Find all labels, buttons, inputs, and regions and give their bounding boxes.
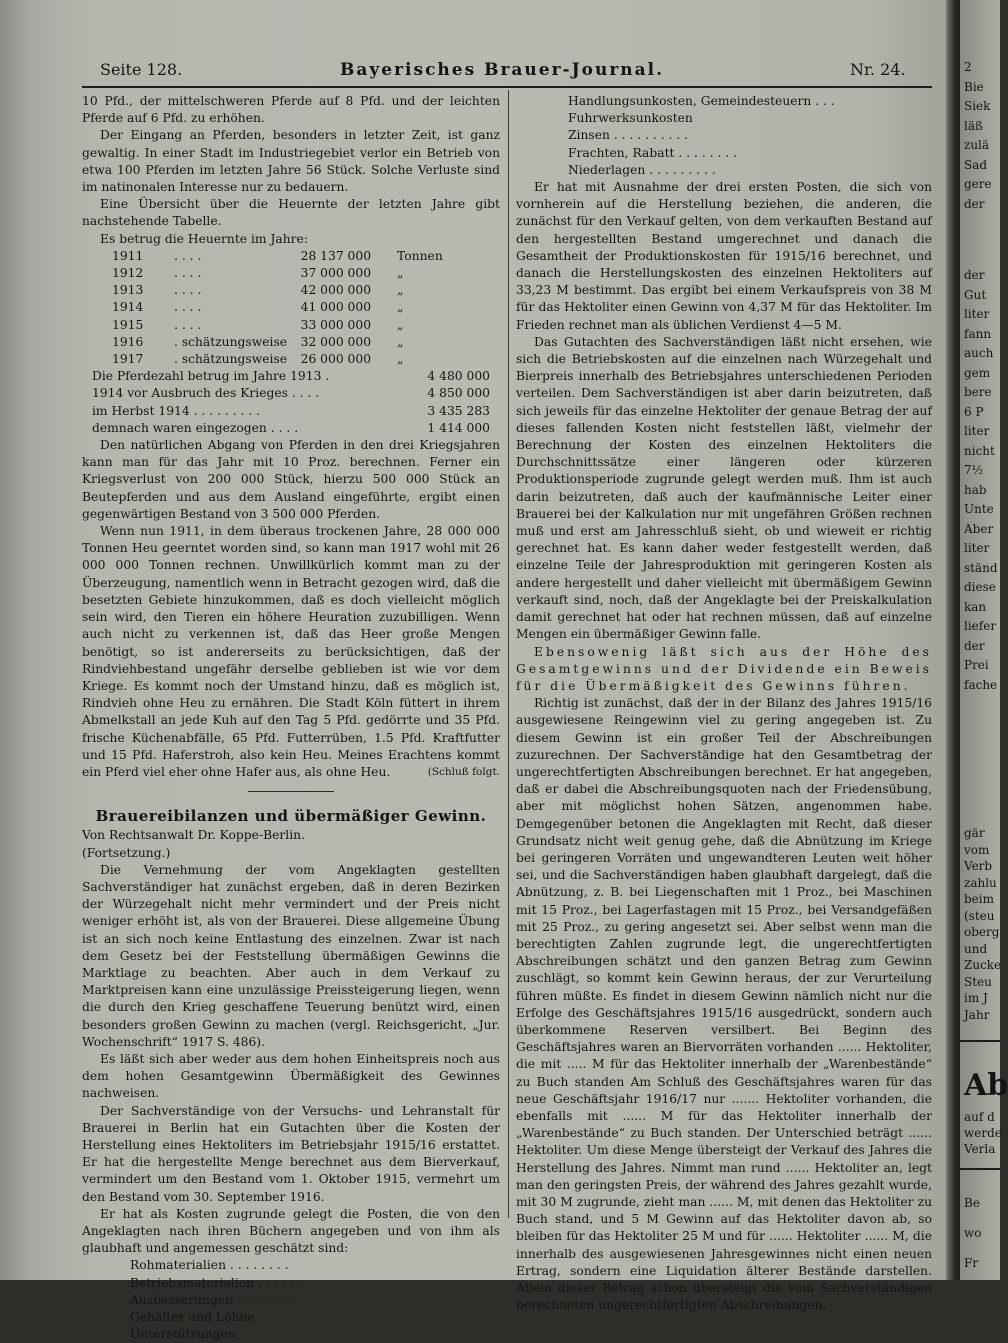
strip-text-fragment: 7½ — [964, 463, 984, 477]
strip-text-fragment: liter — [964, 424, 990, 438]
strip-text-fragment: vom — [964, 842, 990, 857]
strip-text-fragment: fache — [964, 677, 998, 692]
strip-text-fragment: liefer — [964, 619, 997, 633]
paragraph: Das Gutachten des Sachverständigen läßt nicht ersehen, wie sich die Betriebskosten auf die einzelnen nach Würzegehalt und Bierpreis innerhalb des Betriebsjahres unterschiedenen Perioden verteilen. Dem Sachverständigen ist aber darin beizutreten, daß sich jeweils für das einzelne Hektoliter der genaue Betrag der auf dieses fallenden Kosten nicht feststellen läßt, vielmehr der Berechnung der Kosten des einzelnen Hektoliters die Durchschnittssätze einer längeren oder kürzeren Produktionsperiode zugrunde gelegt werden muß. Ihm ist auch darin beizutreten, daß auch der kaufmännische Leiter einer Brauerei bei der Kalkulation nur mit ungefähren Größen rechnen muß und erst am Jahresschluß sieht, ob und wieweit er richtig gerechnet hat. Es kann daher weder festgestellt werden, daß einzelne Teile der Jahresproduktion mit geringeren Kosten als andere hergestellt und daher vielleicht mit übermäßigem Gewinn verkauft sind, noch, daß der Angeklagte bei der Preiskalkulation damit gerechnet hat oder hat rechnen müssen, daß auf einzelne Mengen ein übermäßiger Gewinn falle. — [516, 334, 932, 642]
article-author: Von Rechtsanwalt Dr. Koppe-Berlin. — [82, 828, 305, 843]
cost-items-list-continued — [568, 93, 835, 179]
cost-items-list — [130, 1257, 380, 1343]
paragraph: 10 Pfd., der mittelschweren Pferde auf 8 Pfd. und der leichten Pferde auf 6 Pfd. zu erhöhen. — [82, 94, 500, 126]
table-row: 1913 . . . . 42 000 000 „ — [112, 283, 404, 298]
list-item: Handlungsunkosten, Gemeindesteuern . . . — [568, 94, 835, 108]
list-item: Fuhrwerksunkosten — [568, 111, 693, 126]
table-row: 1912 . . . . 37 000 000 „ — [112, 266, 404, 281]
horse-count-table — [92, 368, 490, 437]
strip-text-fragment: Siek — [964, 99, 991, 113]
strip-text-fragment: oberg — [964, 925, 1000, 939]
strip-text-fragment: nicht — [964, 443, 995, 458]
strip-text-fragment: gere — [964, 177, 992, 191]
table-row: 1916 . schätzungsweise 32 000 000 „ — [112, 334, 404, 349]
page-number: Seite 128. — [100, 60, 183, 79]
strip-text-fragment: 6 P — [964, 404, 984, 419]
strip-text-fragment: zahlu — [964, 875, 997, 890]
strip-text-fragment: Verb — [964, 859, 993, 873]
strip-text-fragment: der — [964, 196, 985, 211]
strip-text-fragment: Bie — [964, 79, 984, 94]
ad-border — [960, 1168, 1000, 1170]
paragraph: Wenn nun 1911, in dem überaus trockenen Jahre, 28 000 000 Tonnen Heu geerntet worden sind, so kann man 1917 wohl mit 26 000 000 Tonnen rechnen. Unwillkürlich kommt man zu der Überzeugung, namentlich wenn in Betracht gezogen wird, daß die besetzten Gebiete hinzukommen, daß es doch vielleicht möglich sein wird, den Tieren ein höhere Heuration zuzubilligen. Wenn auch nicht zu verkennen ist, daß das Heer große Mengen benötigt, so ist andererseits zu berücksichtigen, daß der Rindviehbestand ungefähr derselbe geblieben ist wie vor dem Kriege. Es kommt noch der Umstand hinzu, daß es möglich ist, Rindvieh ohne Heu zu ernähren. Die Stadt Köln füttert in ihrem Abmelkstall an jede Kuh auf den Tag 5 Pfd. gedörrte und 35 Pfd. frische Küchenabfälle, 65 Pfd. Futterrüben, 1.5 Pfd. Kraftfutter und 15 Pfd. Haferstroh, also kein Heu. Meines Erachtens kommt ein Pferd viel eher ohne Hafer aus, als ohne Heu. (Schluß folgt. — [82, 523, 500, 781]
ad-heading-fragment: Ab — [964, 1068, 1008, 1103]
strip-text-fragment: wo — [964, 1226, 982, 1240]
strip-text-fragment: Aber — [964, 521, 994, 536]
strip-text-fragment: Zucke — [964, 958, 1002, 972]
list-item: Niederlagen . . . . . . . . . — [568, 162, 716, 177]
list-item: Zinsen . . . . . . . . . . — [568, 128, 689, 143]
table-row: demnach waren eingezogen . . . . 1 414 000 — [92, 420, 490, 435]
table-row: 1915 . . . . 33 000 000 „ — [112, 317, 404, 332]
strip-text-fragment: gem — [964, 365, 991, 380]
paragraph: Ebensowenig läßt sich aus der Höhe des Gesamtgewinns und der Dividende ein Beweis für die Übermäßigkeit des Gewinns führen. — [516, 644, 932, 693]
strip-text-fragment: Verla — [964, 1142, 996, 1156]
strip-text-fragment: hab — [964, 482, 987, 497]
strip-text-fragment: auch — [964, 346, 994, 360]
column-divider — [508, 90, 509, 1218]
strip-text-fragment: Unte — [964, 502, 994, 516]
table-row: 1914 . . . . 41 000 000 „ — [112, 300, 404, 315]
paragraph: Er hat als Kosten zugrunde gelegt die Posten, die von den Angeklagten nach ihren Büchern angegeben und von ihm als glaubhaft und angemessen geschätzt sind: — [82, 1206, 500, 1256]
issue-number: Nr. 24. — [850, 60, 906, 79]
hay-harvest-table — [112, 248, 443, 368]
table-row: Die Pferdezahl betrug im Jahre 1913 . 4 480 000 — [92, 369, 490, 384]
strip-text-fragment: gär — [964, 826, 985, 840]
header-rule — [82, 86, 932, 88]
strip-text-fragment: der — [964, 638, 985, 653]
paragraph: Der Sachverständige von der Versuchs- und Lehranstalt für Brauerei in Berlin hat ein Gutachten über die Kosten der Herstellung eines Hektoliters im Betriebsjahr 1915/16 erstattet. Er hat die hergestellte Menge berechnet aus dem Bierverkauf, vermindert um den Bestand vom 1. Oktober 1915, vermehrt um den Bestand vom 30. September 1916. — [82, 1103, 500, 1204]
strip-text-fragment: beim — [964, 892, 994, 906]
section-divider — [248, 791, 334, 792]
right-column — [516, 93, 932, 1314]
list-item: Frachten, Rabatt . . . . . . . . — [568, 145, 738, 160]
paragraph: Richtig ist zunächst, daß der in der Bilanz des Jahres 1915/16 ausgewiesene Reingewinn viel zu gering angegeben ist. Zu diesem Gewinn ist ein großer Teil der Abschreibungen zuzurechnen. Der Sachverständige hat den Gesamtbetrag der ungerechtfertigten Abschreibungen berechnet. Er hat angegeben, daß er dabei die Abschreibungsquoten nach der Friedensübung, aber mit möglichst hohen Sätzen, angenommen habe. Demgegenüber betonen die Angeklagten mit Recht, daß dieser Grundsatz nicht weit genug gehe, daß die Abnützung im Kriege bei geringeren Vorräten und ungewandteren Leuten weit höher sei, und die Sachverständigen haben glaubhaft dargelegt, daß die Abnützung, z. B. bei Liegenschaften mit 1 Proz., bei Maschinen mit 15 Proz., bei Lagerfastagen mit 15 Proz., bei Versandgefäßen mit 25 Proz., zu gering angesetzt sei. Aber selbst wenn man die berechtigten Zahlen zugrunde legt, die ungerechtfertigten Abschreibungen schätzt und den ganzen Betrag zum Gewinn zuschlägt, so kommt kein Gewinn heraus, der zur Verurteilung führen müßte. Es findet in diesem Gewinn nämlich nicht nur die Erfolge des Geschäftsjahres 1915/16 ausgedrückt, sondern auch überkommene Reserven versilbert. Bei Beginn des Geschäftsjahres waren an Biervorräten vorhanden ...... Hektoliter, die mit ..... M für das Hektoliter innerhalb der „Warenbestände“ zu Buch standen Am Schluß des Geschäftsjahres waren für das neue Geschäftsjahr 1916/17 nur ....... Hektoliter vorhanden, die ebenfalls mit ...... M für das Hektoliter innerhalb der „Warenbestände“ zu Buch standen. Der Unterschied beträgt ...... Hektoliter. Um diese Menge übersteigt der Verkauf des Jahres die Herstellung des Jahres. Nimmt man rund ...... Hektoliter an, legt man den geringsten Preis, der während des Jahres gezahlt wurde, mit 30 M zugrunde, zieht man ...... M, mit denen das Hektoliter zu Buch stand, und 5 M Gewinn auf das Hektoliter davon ab, so bleiben für das Hektoliter 25 M und für ...... Hektoliter ...... M, die innerhalb des ausgewiesenen Jahresgewinnes nicht einen neuen Ertrag, sondern eine Liquidation älterer Bestände darstellen. Allein dieser Betrag schon übersteigt die vom Sachverständigen berechneten ungerechtfertigten Abschreibungen. — [516, 696, 932, 1313]
paragraph: Er hat mit Ausnahme der drei ersten Posten, die sich von vornherein auf die Herstellung beziehen, die anderen, die zunächst für den Verkauf gelten, von dem verkauften Bestand auf den hergestellten Bestand umgerechnet und danach die Gesamtheit der Produktionskosten für 1915/16 berechnet, und danach die Herstellungskosten des einzelnen Hektoliters auf 33,23 M bestimmt. Das ergibt bei einem Verkaufspreis von 38 M für das Hektoliter einen Gewinn von 4,37 M für das Hektoliter. Im Frieden rechnet man als üblichen Verdienst 4—5 M. — [516, 180, 932, 332]
to-be-continued-note: (Schluß folgt. — [427, 765, 500, 778]
table-row: im Herbst 1914 . . . . . . . . . 3 435 283 — [92, 403, 490, 418]
list-item: Rohmaterialien . . . . . . . . — [130, 1258, 289, 1273]
strip-text-fragment: und — [964, 941, 988, 956]
paragraph: Der Eingang an Pferden, besonders in letzter Zeit, ist ganz gewaltig. In einer Stadt im Industriegebiet verlor ein Betrieb von etwa 100 Pferden im letzten Jahre 56 Stück. Solche Verluste sind im natinonalen Interesse nur zu bedauern. — [82, 128, 500, 195]
strip-text-fragment: liter — [964, 307, 990, 321]
left-column — [82, 93, 500, 1343]
paragraph: Es betrug die Heuernte im Jahre: — [100, 231, 308, 246]
strip-text-fragment: liter — [964, 541, 990, 555]
strip-text-fragment: 2 — [964, 60, 972, 74]
strip-text-fragment: auf d — [964, 1110, 995, 1124]
strip-text-fragment: Be — [964, 1196, 980, 1210]
strip-text-fragment: diese — [964, 580, 996, 594]
strip-text-fragment: bere — [964, 385, 992, 399]
strip-text-fragment: fann — [964, 326, 992, 341]
strip-text-fragment: Sad — [964, 157, 988, 172]
strip-text-fragment: zulä — [964, 138, 990, 152]
list-item: Unterstützungen — [130, 1327, 236, 1342]
strip-text-fragment: ständ — [964, 560, 998, 575]
strip-text-fragment: Jahr — [964, 1007, 990, 1022]
strip-text-fragment: (steu — [964, 908, 995, 923]
strip-text-fragment: kan — [964, 599, 987, 614]
book-gutter — [946, 0, 960, 1280]
article-title: Brauereibilanzen und übermäßiger Gewinn. — [95, 807, 487, 826]
strip-text-fragment: Gut — [964, 287, 987, 302]
strip-text-fragment: Prei — [964, 658, 989, 672]
paragraph: Die Vernehmung der vom Angeklagten gestellten Sachverständiger hat zunächst ergeben, daß in deren Bezirken der Würzegehalt nicht mehr vermindert und der Preis nicht weniger erhöht ist, als von der Brauerei. Diese allgemeine Übung ist an sich noch keine Entlastung des einzelnen. Zwar ist nach dem Gesetz bei der Feststellung übermäßigen Gewinns die Marktlage zu beachten. Aber auch in dem Verkauf zu Marktpreisen kann eine unzulässige Preissteigerung liegen, wenn die durch den Krieg geschaffene Teuerung benützt wird, einen besonders großen Gewinn zu machen (vergl. Reichsgericht, „Jur. Wochenschrift“ 1917 S. 486). — [82, 862, 500, 1049]
strip-text-fragment: Fr — [964, 1256, 979, 1270]
strip-text-fragment: Steu — [964, 974, 992, 989]
continuation-note: (Fortsetzung.) — [82, 845, 171, 860]
strip-text-fragment: werde — [964, 1126, 1002, 1140]
journal-title: Bayerisches Brauer-Journal. — [340, 60, 665, 80]
strip-text-fragment: läß — [964, 118, 984, 133]
list-item: Ausbesserungen . . . . . . . . — [130, 1292, 296, 1307]
table-row: 1914 vor Ausbruch des Krieges . . . . 4 850 000 — [92, 386, 490, 401]
table-row: 1917 . schätzungsweise 26 000 000 „ — [112, 352, 404, 367]
list-item: Betriebsmaterialien . . . . . . — [130, 1275, 301, 1290]
paragraph: Es läßt sich aber weder aus dem hohen Einheitspreis noch aus dem hohen Gesamtgewinn Übermäßigkeit des Gewinnes nachweisen. — [82, 1051, 500, 1101]
strip-text-fragment: der — [964, 268, 985, 282]
table-row: 1911 . . . . 28 137 000 Tonnen — [112, 248, 443, 263]
paragraph: Eine Übersicht über die Heuernte der letzten Jahre gibt nachstehende Tabelle. — [82, 197, 500, 229]
list-item: Gehälter und Löhne . . . . . . — [130, 1310, 302, 1325]
strip-text-fragment: im J — [964, 991, 988, 1005]
next-page-edge — [960, 0, 1008, 1280]
ad-border — [960, 1040, 1000, 1042]
paragraph: Den natürlichen Abgang von Pferden in den drei Kriegsjahren kann man für das Jahr mit 10 Proz. berechnen. Ferner ein Kriegsverlust von 200 000 Stück, hierzu 500 000 Stück an Beutepferden und aus dem Ausland eingeführte, ergibt einen gegenwärtigen Bestand von 3 500 000 Pferden. — [82, 438, 500, 521]
